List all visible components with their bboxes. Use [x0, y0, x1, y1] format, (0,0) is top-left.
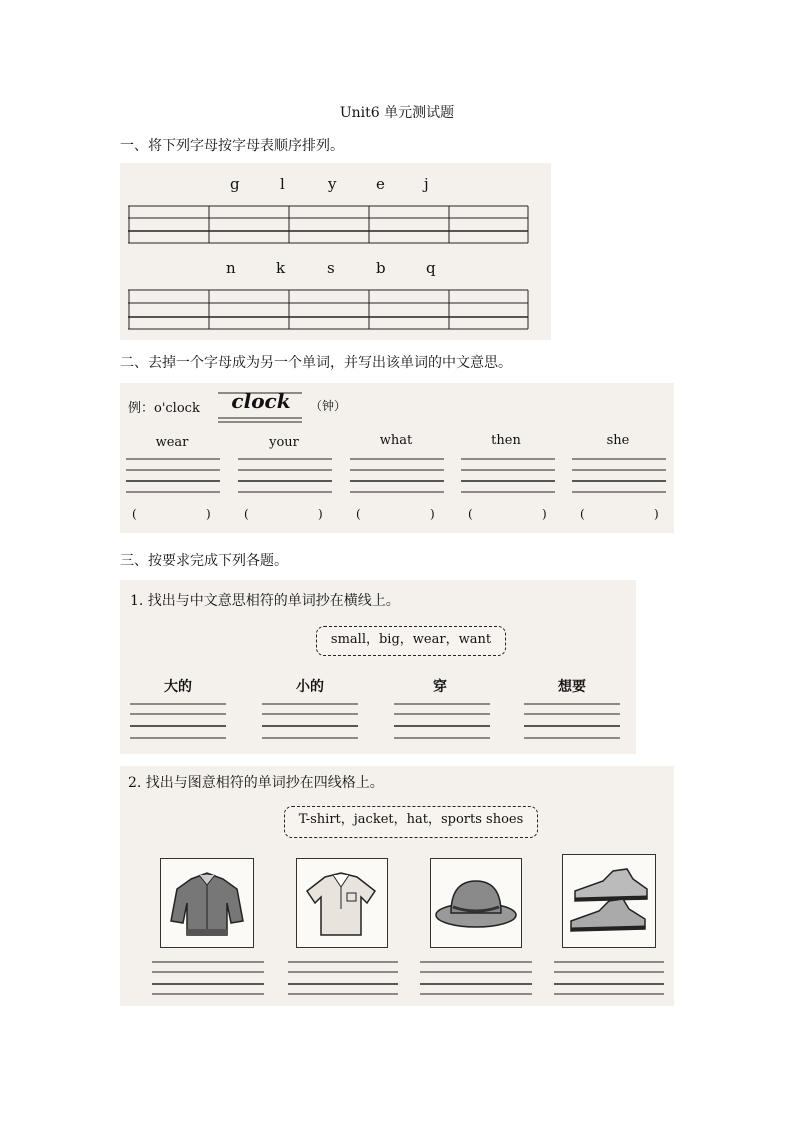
shirt-picture — [296, 858, 388, 948]
writing-grid-2[interactable] — [128, 289, 530, 331]
q1-instruction: 1. 找出与中文意思相符的单词抄在横线上。 — [130, 593, 400, 609]
writing-grid-1[interactable] — [128, 205, 530, 245]
word-then: then — [491, 433, 521, 448]
letter: g — [230, 175, 240, 193]
meaning-big: 大的 — [164, 679, 192, 695]
jacket-picture — [160, 858, 254, 948]
letter: b — [376, 259, 386, 277]
letter: n — [226, 259, 236, 277]
q1-writing-rows[interactable] — [126, 700, 632, 744]
word-your: your — [269, 435, 299, 450]
hat-icon — [431, 859, 521, 947]
meaning-small: 小的 — [296, 679, 324, 695]
letter: q — [426, 259, 436, 277]
shirt-icon — [297, 859, 387, 947]
example-meaning: （钟） — [310, 399, 347, 413]
four-line-writing-rows[interactable] — [124, 457, 670, 497]
q2-instruction: 2. 找出与图意相符的单词抄在四线格上。 — [128, 775, 384, 791]
letter: k — [276, 259, 286, 277]
letter: e — [376, 175, 385, 193]
shoes-picture — [562, 854, 656, 948]
section2-panel: 例：o'clock clock （钟） wear your what then she ( ) ( ) ( ) ( ) ( ) — [120, 383, 674, 533]
letter: y — [328, 175, 337, 193]
word-what: what — [379, 433, 413, 448]
meaning-want: 想要 — [558, 679, 586, 695]
sports-shoes-icon — [563, 855, 655, 947]
section1-heading: 一、将下列字母按字母表顺序排列。 — [120, 138, 344, 154]
example-lines — [218, 391, 304, 423]
example-answer: clock — [231, 389, 291, 413]
page-title: Unit6 单元测试题 — [339, 105, 455, 121]
word-she: she — [606, 433, 630, 448]
q1-panel — [120, 580, 636, 754]
letter: s — [327, 259, 335, 277]
section1-panel — [120, 163, 551, 340]
word-wear: wear — [155, 435, 189, 450]
q1-word-bank: small，big，wear，want — [316, 626, 506, 656]
hat-picture — [430, 858, 522, 948]
section2-heading: 二、去掉一个字母成为另一个单词，并写出该单词的中文意思。 — [120, 355, 512, 371]
letter: l — [280, 175, 285, 193]
jacket-icon — [161, 859, 253, 947]
letter: j — [424, 175, 429, 193]
q2-word-bank: T-shirt，jacket，hat，sports shoes — [284, 806, 538, 838]
meaning-wear: 穿 — [433, 679, 447, 695]
example-prefix: 例：o'clock — [128, 401, 200, 416]
q2-writing-rows[interactable] — [148, 960, 674, 1000]
q2-panel — [120, 766, 674, 1006]
section3-heading: 三、按要求完成下列各题。 — [120, 553, 288, 569]
